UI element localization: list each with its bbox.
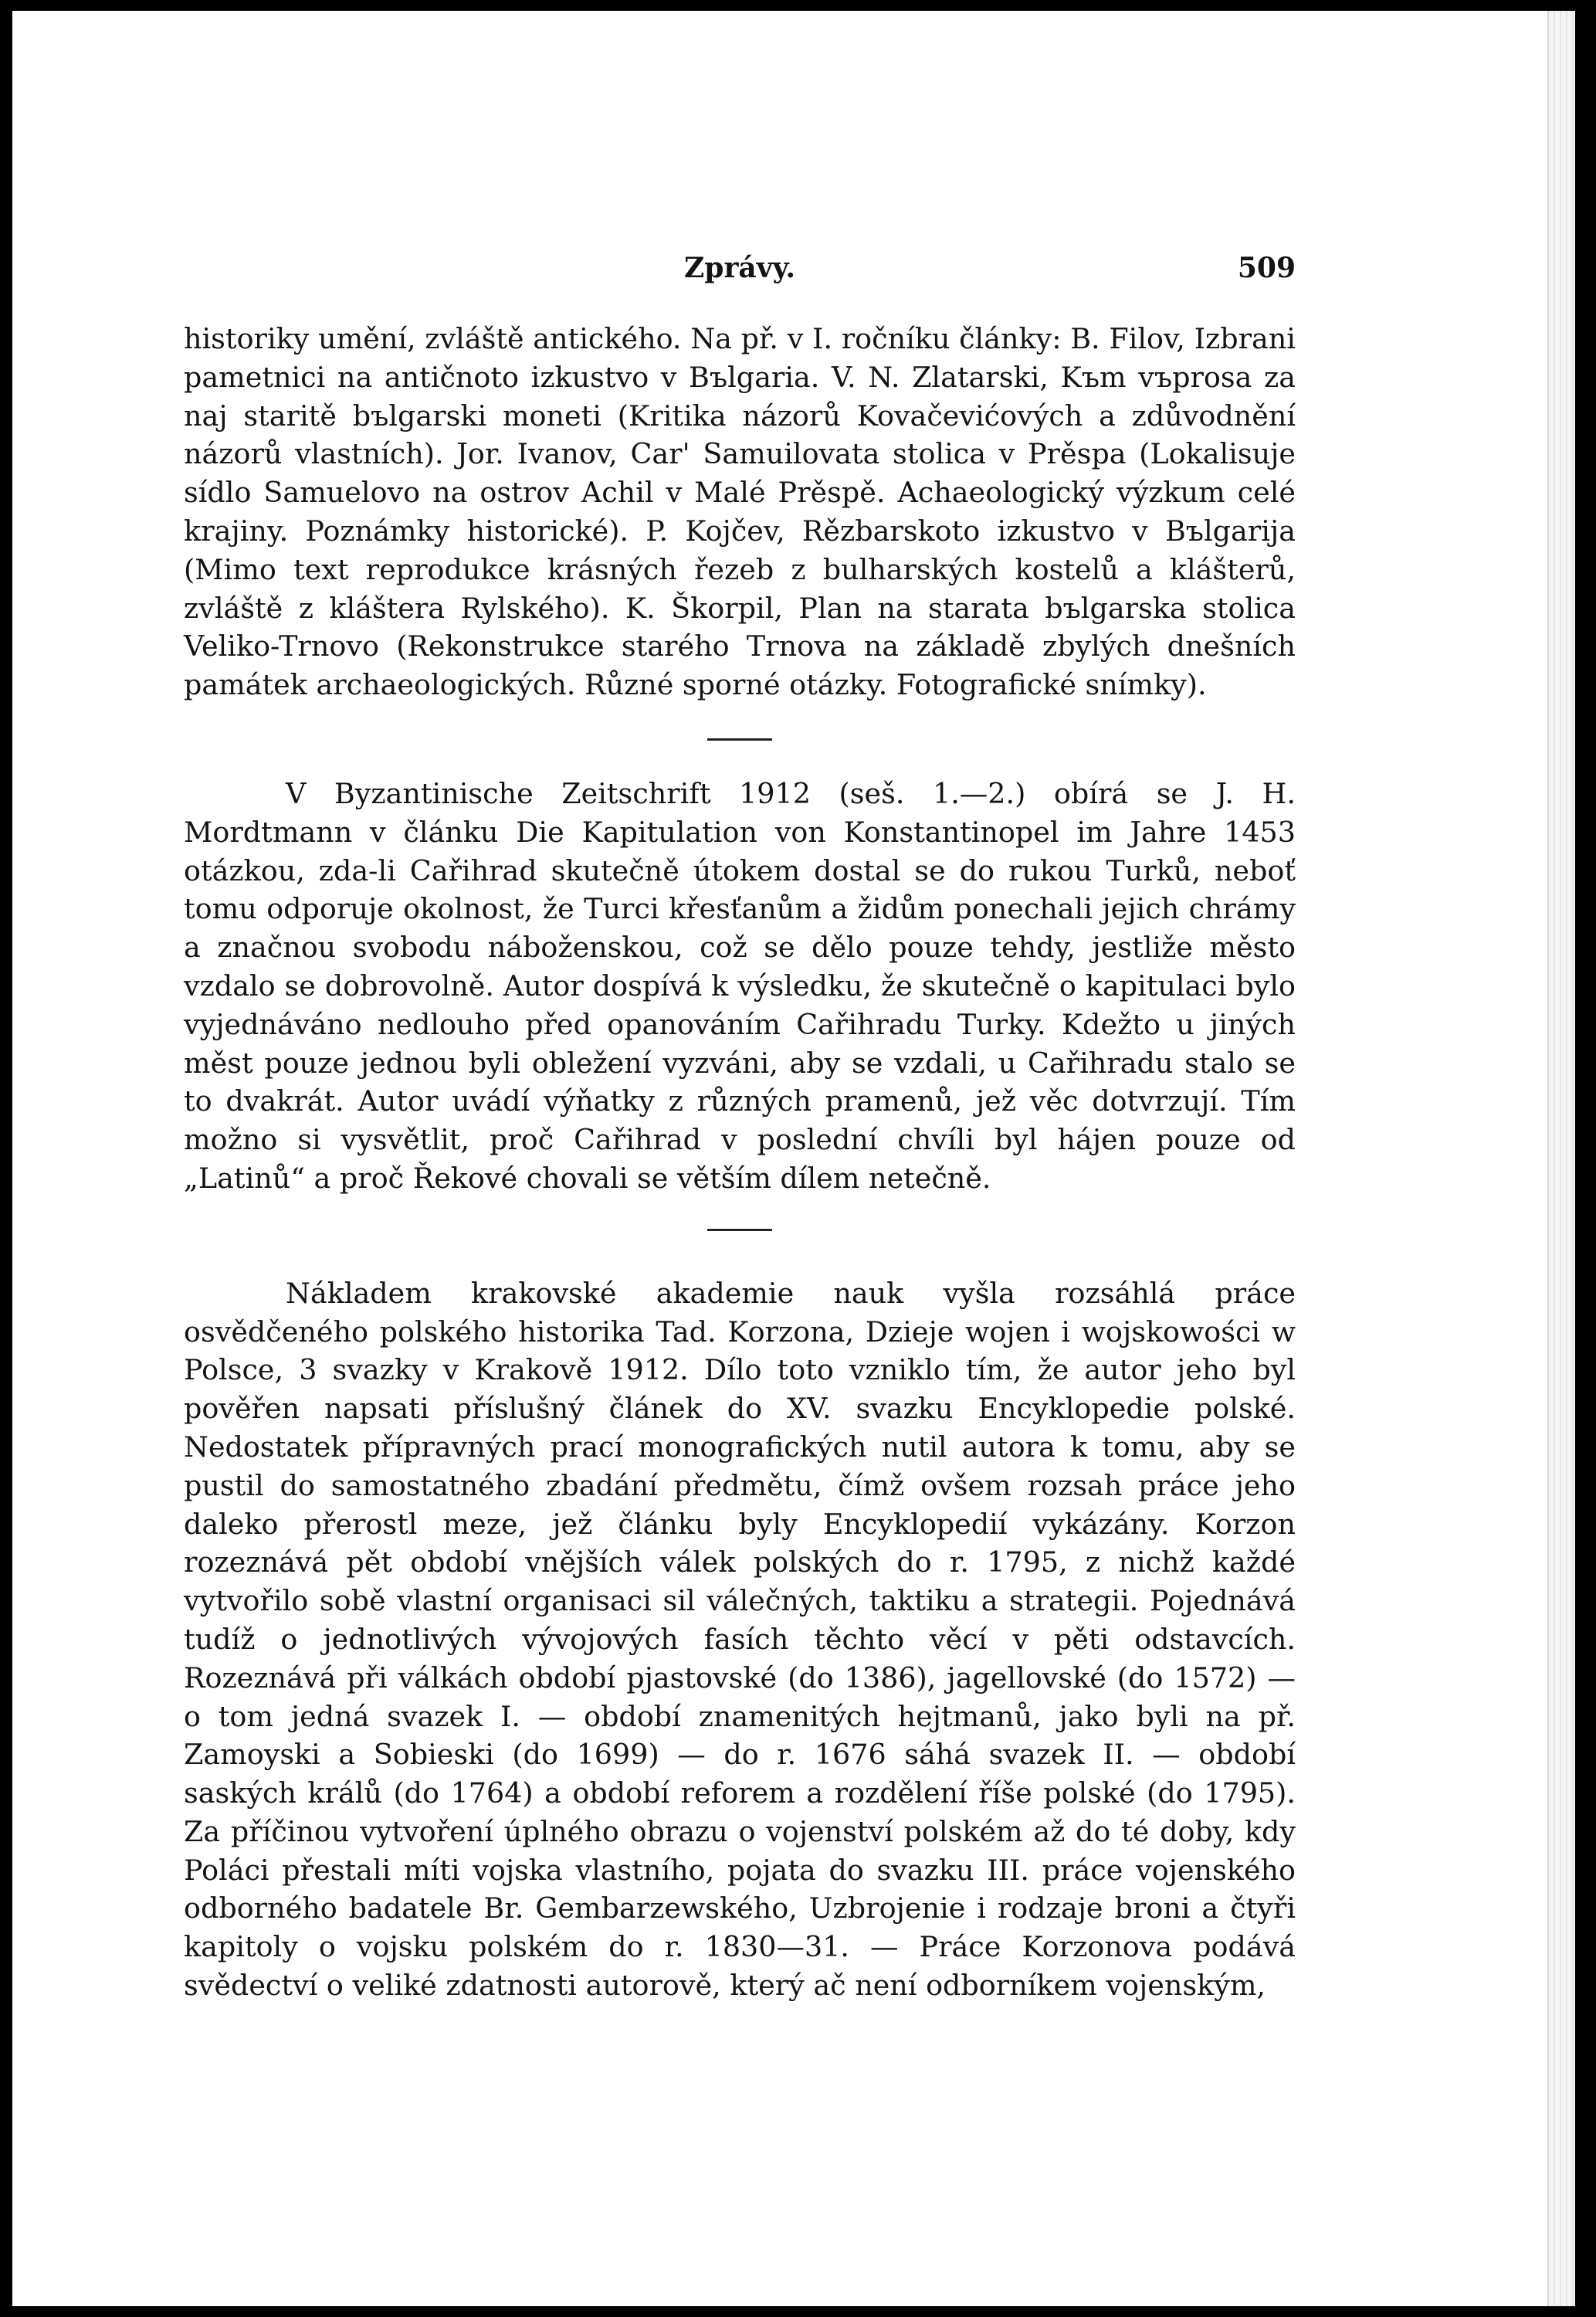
paragraph-korzon: Nákladem krakovské akademie nauk vyšla rozsáhlá práce osvědčeného polského historika Tad. Korzona, Dzieje wojen i wojskowości w Polsce, 3 svazky v Krakově 1912. Dílo toto vzniklo tím, že autor jeho byl pověřen napsati příslušný článek do XV. svazku Encyklopedie polské. Nedostatek přípravných prací monografických nutil autora k tomu, aby se pustil do samostatného zbadání předmětu, čímž ovšem rozsah práce jeho daleko přerostl meze, jež článku byly Encyklopedií vykázány. Korzon rozeznává pět období vnějších válek polských do r. 1795, z nichž každé vytvořilo sobě vlastní organisaci sil válečných, taktiku a strategii. Pojednává tudíž o jednotlivých vývojových fasích těchto věcí v pěti odstavcích. Rozeznává při válkách období pjastovské (do 1386), jagellovské (do 1572) — o tom jedná svazek I. — období znamenitých hejtmanů, jako byli na př. Zamoyski a Sobieski (do 1699) — do r. 1676 sáhá svazek II. — období saských králů (do 1764) a období reforem a rozdělení říše polské (do 1795). Za příčinou vytvoření úplného obrazu o vojenství polském až do té doby, kdy Poláci přestali míti vojska vlastního, pojata do svazku III. práce vojenského odborného badatele Br. Gembarzewského, Uzbrojenie i rodzaje broni a čtyři kapitoly o vojsku polském do r. 1830—31. — Práce Korzonova podává svědectví o veliké zdatnosti autorově, který ač není odborníkem vojenským, bbox=[184, 1276, 1296, 2003]
page-number: 509 bbox=[1237, 252, 1296, 284]
article-body bbox=[184, 320, 1296, 2005]
section-divider bbox=[707, 1229, 772, 1231]
header-title: Zprávy. bbox=[684, 252, 795, 284]
page bbox=[12, 11, 1575, 2306]
page-edge bbox=[1547, 11, 1575, 2306]
paragraph-byzantinische: V Byzantinische Zeitschrift 1912 (seš. 1.—2.) obírá se J. H. Mordtmann v článku Die Kapitulation von Konstantinopel im Jahre 1453 otázkou, zda-li Cařihrad skutečně útokem dostal se do rukou Turků, neboť tomu odporuje okolnost, že Turci křesťanům a židům ponechali jejich chrámy a značnou svobodu náboženskou, což se dělo pouze tehdy, jestliže město vzdalo se dobrovolně. Autor dospívá k výsledku, že skutečně o kapitulaci bylo vyjednáváno nedlouho před opanováním Cařihradu Turky. Kdežto u jiných měst pouze jednou byli obležení vyzváni, aby se vzdali, u Cařihradu stalo se to dvakrát. Autor uvádí výňatky z různých pramenů, jež věc dotvrzují. Tím možno si vysvětlit, proč Cařihrad v poslední chvíli byl hájen pouze od „Latinů“ a proč Řekové chovali se větším dílem netečně. bbox=[184, 776, 1296, 1195]
running-header bbox=[184, 252, 1296, 289]
section-divider bbox=[707, 738, 772, 741]
paragraph-continued: historiky umění, zvláště antického. Na př. v I. ročníku články: B. Filov, Izbrani pametnici na antičnoto izkustvo v Bъlgaria. V. N. Zlatarski, Kъm vъprosa za naj staritě bъlgarski moneti (Kritika názorů Kovačevićových a zdůvodnění názorů vlastních). Jor. Ivanov, Car' Samuilovata stolica v Prěspa (Lokalisuje sídlo Samuelovo na ostrov Achil v Malé Prěspě. Achaeologický výzkum celé krajiny. Poznámky historické). P. Kojčev, Rězbarskoto izkustvo v Bъlgarija (Mimo text reprodukce krásných řezeb z bulharských kostelů a klášterů, zvláště z kláštera Rylského). K. Škorpil, Plan na starata bъlgarska stolica Veliko-Trnovo (Rekonstrukce starého Trnova na základě zbylých dnešních památek archaeologických. Různé sporné otázky. Fotografické snímky). bbox=[184, 322, 1296, 702]
